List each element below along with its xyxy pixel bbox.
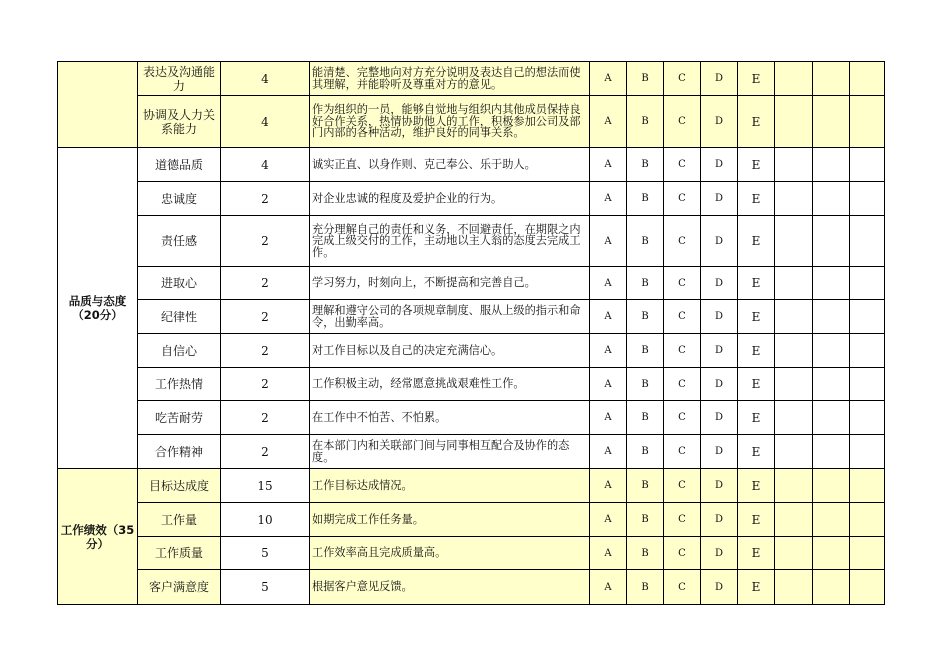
item-score: 2 xyxy=(221,182,310,216)
grade-e: E xyxy=(738,267,775,300)
grade-c: C xyxy=(664,503,701,537)
grade-e: E xyxy=(738,503,775,537)
blank-cell xyxy=(850,62,885,96)
grade-d: D xyxy=(701,469,738,503)
grade-d: D xyxy=(701,570,738,605)
grade-d: D xyxy=(701,96,738,148)
blank-cell xyxy=(775,96,813,148)
blank-cell xyxy=(775,570,813,605)
grade-a: A xyxy=(590,216,627,267)
item-score: 2 xyxy=(221,368,310,401)
item-score: 2 xyxy=(221,401,310,435)
blank-cell xyxy=(813,401,850,435)
grade-e: E xyxy=(738,537,775,570)
blank-cell xyxy=(813,334,850,368)
item-score: 15 xyxy=(221,469,310,503)
table-row xyxy=(58,368,885,401)
category-cell-work-performance: 工作绩效（35分） xyxy=(58,469,138,605)
blank-cell xyxy=(813,148,850,182)
item-description: 作为组织的一员，能够自觉地与组织内其他成员保持良好合作关系，热情协助他人的工作，积极参加公司及部门内部的各种活动，维护良好的同事关系。 xyxy=(310,96,590,148)
blank-cell xyxy=(850,216,885,267)
grade-e: E xyxy=(738,435,775,469)
item-description: 充分理解自己的责任和义务，不回避责任，在期限之内完成上级交付的工作，主动地以主人翁的态度去完成工作。 xyxy=(310,216,590,267)
item-description: 对企业忠诚的程度及爱护企业的行为。 xyxy=(310,182,590,216)
grade-b: B xyxy=(627,148,664,182)
grade-e: E xyxy=(738,469,775,503)
blank-cell xyxy=(775,334,813,368)
grade-c: C xyxy=(664,62,701,96)
table-row xyxy=(58,334,885,368)
grade-b: B xyxy=(627,401,664,435)
grade-b: B xyxy=(627,503,664,537)
blank-cell xyxy=(775,300,813,334)
grade-c: C xyxy=(664,469,701,503)
item-name: 工作热情 xyxy=(138,368,221,401)
grade-c: C xyxy=(664,401,701,435)
grade-d: D xyxy=(701,267,738,300)
grade-b: B xyxy=(627,300,664,334)
blank-cell xyxy=(850,537,885,570)
item-description: 在工作中不怕苦、不怕累。 xyxy=(310,401,590,435)
grade-a: A xyxy=(590,469,627,503)
item-description: 诚实正直、以身作则、克己奉公、乐于助人。 xyxy=(310,148,590,182)
grade-e: E xyxy=(738,216,775,267)
blank-cell xyxy=(775,182,813,216)
table-row xyxy=(58,469,885,503)
blank-cell xyxy=(850,96,885,148)
table-row xyxy=(58,435,885,469)
table-row xyxy=(58,267,885,300)
table-row xyxy=(58,62,885,96)
blank-cell xyxy=(813,368,850,401)
blank-cell xyxy=(850,334,885,368)
item-score: 4 xyxy=(221,96,310,148)
table-row xyxy=(58,148,885,182)
item-name: 工作量 xyxy=(138,503,221,537)
item-name: 责任感 xyxy=(138,216,221,267)
category-cell-communication xyxy=(58,62,138,148)
grade-b: B xyxy=(627,182,664,216)
grade-c: C xyxy=(664,570,701,605)
blank-cell xyxy=(850,401,885,435)
item-description: 根据客户意见反馈。 xyxy=(310,570,590,605)
grade-c: C xyxy=(664,368,701,401)
item-name: 忠诚度 xyxy=(138,182,221,216)
grade-c: C xyxy=(664,300,701,334)
blank-cell xyxy=(813,62,850,96)
grade-c: C xyxy=(664,216,701,267)
grade-a: A xyxy=(590,401,627,435)
item-score: 5 xyxy=(221,537,310,570)
grade-a: A xyxy=(590,537,627,570)
grade-a: A xyxy=(590,435,627,469)
blank-cell xyxy=(775,401,813,435)
blank-cell xyxy=(775,435,813,469)
item-name: 纪律性 xyxy=(138,300,221,334)
grade-a: A xyxy=(590,96,627,148)
item-name: 进取心 xyxy=(138,267,221,300)
category-cell-quality-attitude: 品质与态度（20分） xyxy=(58,148,138,469)
grade-c: C xyxy=(664,148,701,182)
blank-cell xyxy=(775,537,813,570)
item-name: 自信心 xyxy=(138,334,221,368)
blank-cell xyxy=(850,570,885,605)
grade-e: E xyxy=(738,334,775,368)
item-name: 协调及人力关系能力 xyxy=(138,96,221,148)
item-name: 客户满意度 xyxy=(138,570,221,605)
grade-e: E xyxy=(738,300,775,334)
blank-cell xyxy=(775,148,813,182)
grade-e: E xyxy=(738,570,775,605)
item-description: 学习努力，时刻向上，不断提高和完善自己。 xyxy=(310,267,590,300)
blank-cell xyxy=(850,435,885,469)
grade-d: D xyxy=(701,537,738,570)
table-row xyxy=(58,216,885,267)
item-score: 5 xyxy=(221,570,310,605)
item-score: 10 xyxy=(221,503,310,537)
grade-a: A xyxy=(590,62,627,96)
grade-d: D xyxy=(701,401,738,435)
blank-cell xyxy=(775,503,813,537)
blank-cell xyxy=(813,300,850,334)
grade-c: C xyxy=(664,435,701,469)
grade-b: B xyxy=(627,435,664,469)
grade-e: E xyxy=(738,182,775,216)
blank-cell xyxy=(850,469,885,503)
item-score: 4 xyxy=(221,62,310,96)
grade-d: D xyxy=(701,148,738,182)
table-row xyxy=(58,570,885,605)
grade-a: A xyxy=(590,267,627,300)
blank-cell xyxy=(775,267,813,300)
blank-cell xyxy=(813,182,850,216)
item-description: 工作效率高且完成质量高。 xyxy=(310,537,590,570)
grade-b: B xyxy=(627,267,664,300)
blank-cell xyxy=(813,216,850,267)
grade-b: B xyxy=(627,368,664,401)
grade-d: D xyxy=(701,62,738,96)
grade-b: B xyxy=(627,62,664,96)
grade-d: D xyxy=(701,368,738,401)
blank-cell xyxy=(850,503,885,537)
grade-a: A xyxy=(590,570,627,605)
item-name: 表达及沟通能力 xyxy=(138,62,221,96)
grade-d: D xyxy=(701,182,738,216)
item-name: 工作质量 xyxy=(138,537,221,570)
blank-cell xyxy=(775,62,813,96)
grade-d: D xyxy=(701,334,738,368)
evaluation-table xyxy=(57,61,885,605)
table-row xyxy=(58,503,885,537)
grade-b: B xyxy=(627,469,664,503)
item-name: 道德品质 xyxy=(138,148,221,182)
grade-b: B xyxy=(627,96,664,148)
item-score: 2 xyxy=(221,216,310,267)
grade-d: D xyxy=(701,216,738,267)
item-score: 2 xyxy=(221,435,310,469)
blank-cell xyxy=(813,96,850,148)
item-description: 工作目标达成情况。 xyxy=(310,469,590,503)
item-score: 2 xyxy=(221,334,310,368)
grade-a: A xyxy=(590,148,627,182)
grade-a: A xyxy=(590,300,627,334)
item-description: 能清楚、完整地向对方充分说明及表达自己的想法而使其理解，并能聆听及尊重对方的意见。 xyxy=(310,62,590,96)
blank-cell xyxy=(775,368,813,401)
item-description: 在本部门内和关联部门间与同事相互配合及协作的态度。 xyxy=(310,435,590,469)
grade-d: D xyxy=(701,300,738,334)
grade-a: A xyxy=(590,503,627,537)
blank-cell xyxy=(850,300,885,334)
item-description: 对工作目标以及自己的决定充满信心。 xyxy=(310,334,590,368)
item-description: 理解和遵守公司的各项规章制度、服从上级的指示和命令，出勤率高。 xyxy=(310,300,590,334)
grade-c: C xyxy=(664,96,701,148)
grade-a: A xyxy=(590,182,627,216)
item-score: 2 xyxy=(221,267,310,300)
grade-b: B xyxy=(627,216,664,267)
table-row xyxy=(58,182,885,216)
item-description: 如期完成工作任务量。 xyxy=(310,503,590,537)
grade-c: C xyxy=(664,267,701,300)
blank-cell xyxy=(850,182,885,216)
blank-cell xyxy=(813,267,850,300)
blank-cell xyxy=(775,469,813,503)
grade-e: E xyxy=(738,401,775,435)
grade-d: D xyxy=(701,435,738,469)
blank-cell xyxy=(813,435,850,469)
item-score: 2 xyxy=(221,300,310,334)
blank-cell xyxy=(813,503,850,537)
blank-cell xyxy=(850,267,885,300)
item-name: 合作精神 xyxy=(138,435,221,469)
item-description: 工作积极主动，经常愿意挑战艰难性工作。 xyxy=(310,368,590,401)
grade-c: C xyxy=(664,182,701,216)
grade-d: D xyxy=(701,503,738,537)
grade-a: A xyxy=(590,334,627,368)
item-name: 吃苦耐劳 xyxy=(138,401,221,435)
table-row xyxy=(58,96,885,148)
grade-e: E xyxy=(738,148,775,182)
grade-e: E xyxy=(738,62,775,96)
blank-cell xyxy=(850,148,885,182)
blank-cell xyxy=(813,537,850,570)
table-row xyxy=(58,300,885,334)
item-score: 4 xyxy=(221,148,310,182)
grade-a: A xyxy=(590,368,627,401)
grade-c: C xyxy=(664,537,701,570)
grade-b: B xyxy=(627,570,664,605)
item-name: 目标达成度 xyxy=(138,469,221,503)
table-row xyxy=(58,401,885,435)
grade-b: B xyxy=(627,334,664,368)
grade-b: B xyxy=(627,537,664,570)
grade-e: E xyxy=(738,368,775,401)
blank-cell xyxy=(850,368,885,401)
blank-cell xyxy=(813,570,850,605)
grade-e: E xyxy=(738,96,775,148)
blank-cell xyxy=(775,216,813,267)
grade-c: C xyxy=(664,334,701,368)
table-row xyxy=(58,537,885,570)
blank-cell xyxy=(813,469,850,503)
